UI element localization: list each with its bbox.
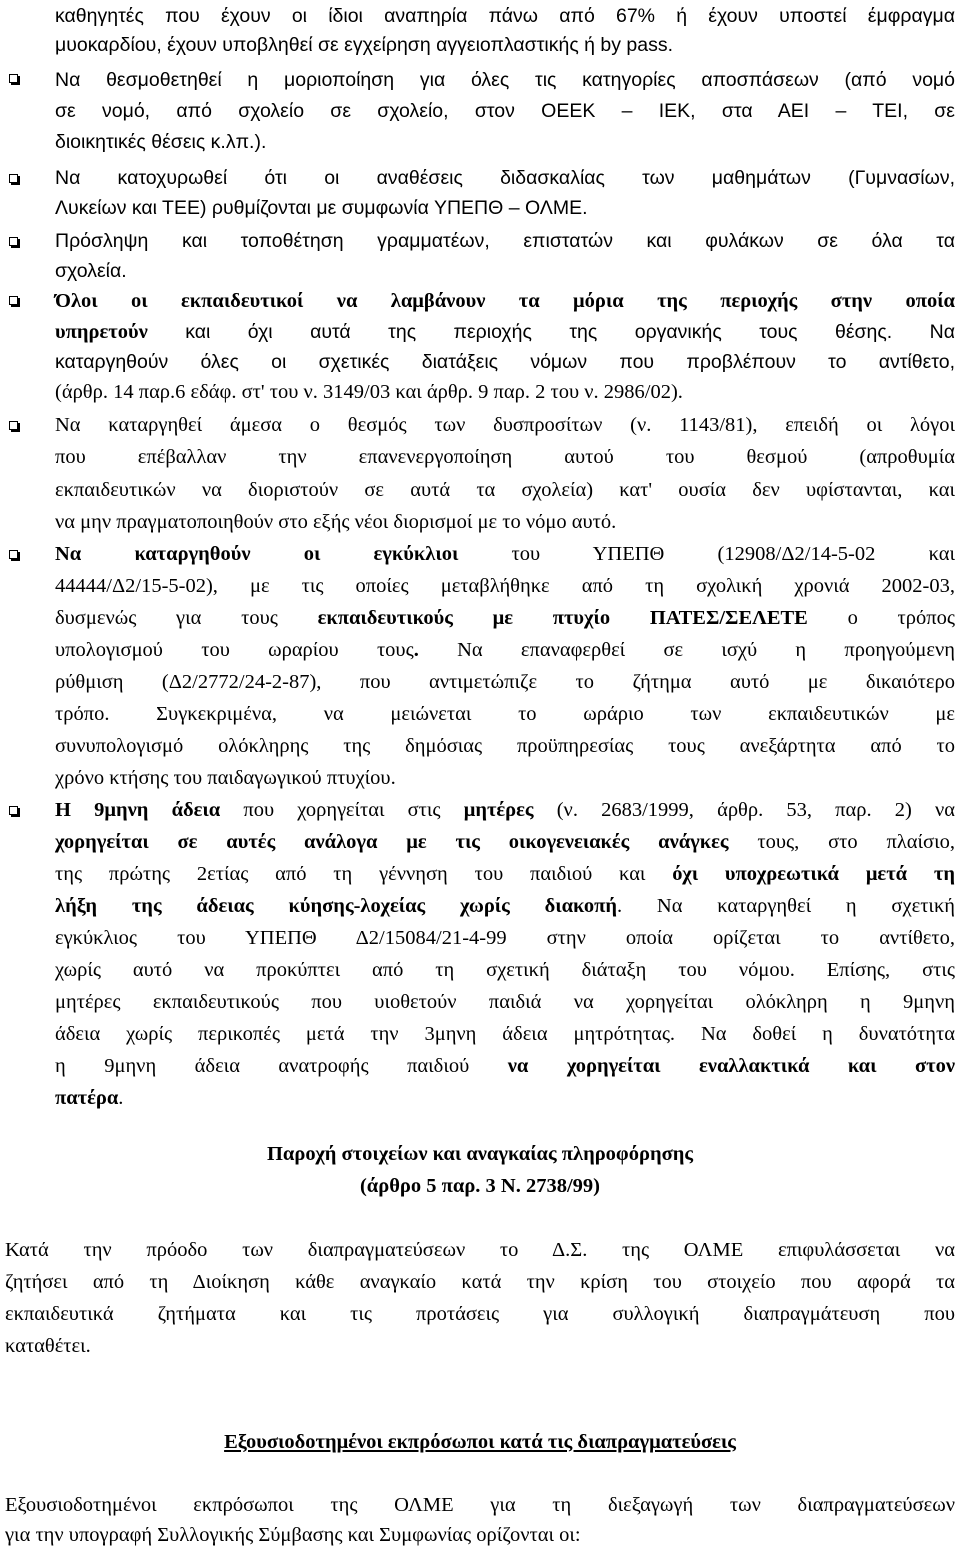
text-span: . Να καταργηθεί η σχετική — [616, 895, 955, 917]
bold-text: πατέρα — [55, 1087, 119, 1109]
bold-text: Η 9μηνη άδεια — [55, 799, 221, 821]
text-line: μητέρες εκπαιδευτικούς που υιοθετούν παιδιά να χορηγείται ολόκληρη η 9μηνη — [55, 991, 955, 1013]
checkbox-bullet-icon — [9, 296, 18, 305]
text-line: καταργηθούν όλες οι σχετικές διατάξεις νόμων που προβλέπουν το αντίθετο, — [55, 351, 955, 373]
section-heading — [0, 1428, 960, 1456]
text-line: εγκύκλιος του ΥΠΕΠΘ Δ2/15084/21-4-99 στην οποία ορίζεται το αντίθετο, — [55, 927, 955, 949]
text-line: Να καταργηθεί άμεσα ο θεσμός των δυσπροσίτων (ν. 1143/81), επειδή οι λόγοι — [55, 414, 955, 436]
text-line — [55, 796, 955, 824]
text-line: διοικητικές θέσεις κ.λπ.). — [55, 131, 267, 153]
text-line: Πρόσληψη και τοποθέτηση γραμματέων, επιστατών και φυλάκων σε όλα τα — [55, 230, 955, 252]
text-line: ρύθμιση (Δ2/2772/24-2-87), που αντιμετώπιζε το ζήτημα αυτό με δικαιότερο — [55, 671, 955, 693]
text-line — [55, 636, 955, 664]
text-line — [55, 540, 955, 568]
text-line — [55, 1084, 123, 1112]
text-line: Κατά την πρόοδο των διαπραγματεύσεων το Δ.Σ. της ΟΛΜΕ επιφυλάσσεται να — [5, 1239, 955, 1261]
text-line — [55, 860, 955, 888]
bold-text: υπηρετούν — [55, 321, 148, 343]
bold-text: να χορηγείται εναλλακτικά και στον — [507, 1055, 955, 1077]
text-line — [55, 1052, 955, 1080]
text-line: (άρθρ. 14 παρ.6 εδάφ. στ' του ν. 3149/03 και άρθρ. 9 παρ. 2 του ν. 2986/02). — [55, 381, 683, 403]
text-span: που χορηγείται στις — [220, 799, 464, 821]
text-span: υπολογισμού του ωραρίου τους — [55, 639, 414, 661]
bold-text: εκπαιδευτικούς με πτυχίο ΠΑΤΕΣ/ΣΕΛΕΤΕ — [317, 607, 808, 629]
text-line: εκπαιδευτικά ζητήματα και τις προτάσεις για συλλογική διαπραγμάτευση που — [5, 1303, 955, 1325]
text-line: για την υπογραφή Συλλογικής Σύμβασης και Συμφωνίας ορίζονται οι: — [5, 1524, 581, 1546]
text-line: Εξουσιοδοτημένοι εκπρόσωποι της ΟΛΜΕ για τη διεξαγωγή των διαπραγματεύσεων — [5, 1494, 955, 1516]
text-line: Λυκείων και ΤΕΕ) ρυθμίζονται με συμφωνία ΥΠΕΠΘ – ΟΛΜΕ. — [55, 197, 588, 219]
text-line: άδεια χωρίς περικοπές μετά την 3μηνη άδεια μητρότητας. Να δοθεί η δυνατότητα — [55, 1023, 955, 1045]
text-line: καθηγητές που έχουν οι ίδιοι αναπηρία πάνω από 67% ή έχουν υποστεί έμφραγμα — [55, 5, 955, 27]
text-line: που επέβαλλαν την επανενεργοποίηση αυτού του θεσμού (απροθυμία — [55, 446, 955, 468]
text-span: και όχι αυτά της περιοχής της οργανικής τους θέσης. Να — [147, 321, 955, 343]
text-span: Να επαναφερθεί σε ισχύ η προηγούμενη — [418, 639, 955, 661]
checkbox-bullet-icon — [9, 174, 18, 183]
section-subheading: (άρθρο 5 παρ. 3 Ν. 2738/99) — [359, 1175, 600, 1197]
text-line — [55, 828, 955, 856]
section-heading-text: Εξουσιοδοτημένοι εκπρόσωποι κατά τις διαπραγματεύσεις — [224, 1431, 736, 1453]
text-line: να μην πραγματοποιηθούν στο εξής νέοι διορισμοί με το νόμο αυτό. — [55, 511, 617, 533]
checkbox-bullet-icon — [9, 74, 18, 83]
text-span: της πρώτης 2ετίας από τη γέννηση του παιδιού και — [55, 863, 673, 885]
text-line — [55, 892, 955, 920]
text-line: σε νομό, από σχολείο σε σχολείο, στον ΟΕΕΚ – ΙΕΚ, στα ΑΕΙ – ΤΕΙ, σε — [55, 100, 955, 122]
text-span: του ΥΠΕΠΘ ( — [458, 543, 725, 565]
text-line: καταθέτει. — [5, 1335, 91, 1357]
checkbox-bullet-icon — [9, 237, 18, 246]
text-line: εκπαιδευτικών να διοριστούν σε αυτά τα σχολεία) κατ' ουσία δεν υφίστανται, και — [55, 479, 955, 501]
bold-text: . — [413, 639, 419, 661]
text-span: η 9μηνη άδεια ανατροφής παιδιού — [55, 1055, 508, 1077]
text-line — [55, 318, 955, 346]
text-line: Να κατοχυρωθεί ότι οι αναθέσεις διδασκαλίας των μαθημάτων (Γυμνασίων, — [55, 167, 955, 189]
text-span: . — [118, 1087, 124, 1109]
bold-text: χορηγείται σε αυτές ανάλογα με τις οικογενειακές ανάγκες — [55, 831, 729, 853]
text-line — [55, 287, 955, 315]
text-line: ζητήσει από τη Διοίκηση κάθε αναγκαίο κατά την κρίση του στοιχείο που αφορά τα — [5, 1271, 955, 1293]
text-line: χρόνο κτήσης του παιδαγωγικού πτυχίου. — [55, 767, 396, 789]
text-line — [55, 604, 955, 632]
checkbox-bullet-icon — [9, 421, 18, 430]
text-span: 12908/Δ2/14-5-02 και — [724, 543, 955, 565]
text-line: μυοκαρδίου, έχουν υποβληθεί σε εγχείρηση αγγειοπλαστικής ή by pass. — [55, 34, 674, 56]
text-line: Να θεσμοθετηθεί η μοριοποίηση για όλες τις κατηγορίες αποσπάσεων (από νομό — [55, 69, 955, 91]
bold-text: μητέρες — [463, 799, 534, 821]
bold-text: Όλοι οι εκπαιδευτικοί να λαμβάνουν τα μόρια της περιοχής στην οποία — [55, 290, 955, 312]
bold-text: Να καταργηθούν οι εγκύκλιοι — [55, 543, 459, 565]
section-heading: Παροχή στοιχείων και αναγκαίας πληροφόρησης — [266, 1143, 694, 1165]
text-span: δυσμενώς για τους — [55, 607, 318, 629]
text-line: σχολεία. — [55, 260, 127, 282]
text-line: τρόπο. Συγκεκριμένα, να μειώνεται το ωράριο των εκπαιδευτικών με — [55, 703, 955, 725]
checkbox-bullet-icon — [9, 806, 18, 815]
bold-text: όχι υποχρεωτικά μετά τη — [672, 863, 955, 885]
text-span: ο τρόπος — [807, 607, 955, 629]
text-line: χωρίς αυτό να προκύπτει από τη σχετική διάταξη του νόμου. Επίσης, στις — [55, 959, 955, 981]
checkbox-bullet-icon — [9, 550, 18, 559]
text-span: τους, στο πλαίσιο, — [728, 831, 955, 853]
bold-text: λήξη της άδειας κύησης-λοχείας χωρίς διακοπή — [55, 895, 617, 917]
text-line: 44444/Δ2/15-5-02), με τις οποίες μεταβλήθηκε από τη σχολική χρονιά 2002-03, — [55, 575, 955, 597]
text-line: συνυπολογισμό ολόκληρης της δημόσιας προϋπηρεσίας τους ανεξάρτητα από το — [55, 735, 955, 757]
text-span: (ν. 2683/1999, άρθρ. 53, παρ. 2) να — [533, 799, 955, 821]
